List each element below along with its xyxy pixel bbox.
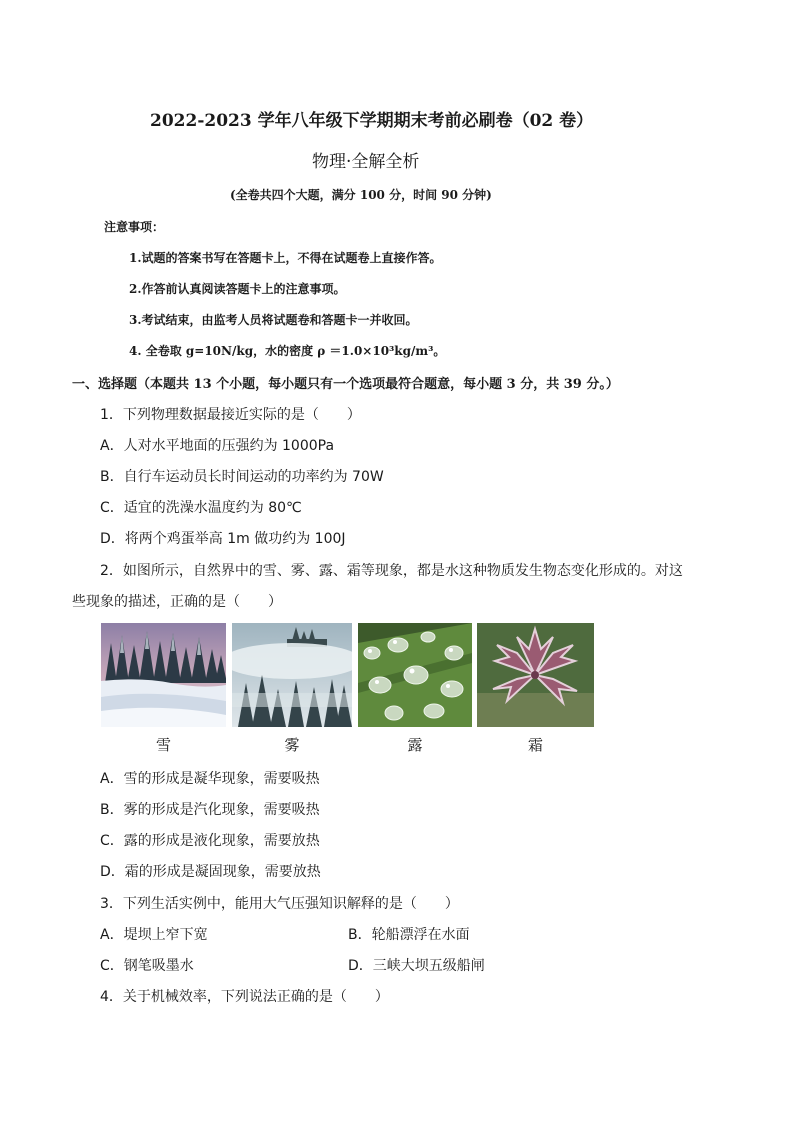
note-item: 3.考试结束，由监考人员将试题卷和答题卡一并收回。 (129, 313, 418, 327)
question-option: B．轮船漂浮在水面 (348, 927, 470, 943)
question-option: D．三峡大坝五级船闸 (348, 958, 485, 974)
question-stem: 4．关于机械效率，下列说法正确的是（ ） (100, 989, 389, 1005)
question-option: C．露的形成是液化现象，需要放热 (100, 833, 320, 849)
page-title: 2022-2023 学年八年级下学期期末考前必刷卷（02 卷） (150, 111, 594, 131)
frost-image (477, 623, 594, 727)
note-item: 2.作答前认真阅读答题卡上的注意事项。 (129, 282, 346, 296)
snow-image (101, 623, 226, 727)
exam-info: (全卷共四个大题，满分 100 分，时间 90 分钟) (230, 188, 492, 202)
question-stem: 3．下列生活实例中，能用大气压强知识解释的是（ ） (100, 896, 459, 912)
question-option: D．霜的形成是凝固现象，需要放热 (100, 864, 321, 880)
notes-heading: 注意事项： (104, 220, 165, 234)
page-subtitle: 物理·全解全析 (312, 152, 420, 172)
fog-image (232, 623, 352, 727)
question-option: C．钢笔吸墨水 (100, 958, 194, 974)
question-stem-continued: 些现象的描述，正确的是（ ） (72, 594, 282, 610)
question-option: A．雪的形成是凝华现象，需要吸热 (100, 771, 320, 787)
note-item: 4. 全卷取 g=10N/kg，水的密度 ρ ＝1.0×10³kg/m³。 (129, 344, 446, 358)
question-stem: 1．下列物理数据最接近实际的是（ ） (100, 407, 361, 423)
question-option: A．堤坝上窄下宽 (100, 927, 208, 943)
note-item: 1.试题的答案书写在答题卡上，不得在试题卷上直接作答。 (129, 251, 442, 265)
image-caption: 雪 (155, 736, 171, 754)
image-caption: 霜 (527, 736, 543, 754)
section-heading: 一、选择题（本题共 13 个小题，每小题只有一个选项最符合题意，每小题 3 分，共 39 分。） (72, 377, 619, 392)
image-caption: 雾 (284, 736, 300, 754)
question-option: D．将两个鸡蛋举高 1m 做功约为 100J (100, 531, 346, 547)
question-option: A．人对水平地面的压强约为 1000Pa (100, 438, 335, 454)
question-stem: 2．如图所示，自然界中的雪、雾、露、霜等现象，都是水这种物质发生物态变化形成的。对这 (100, 563, 683, 579)
question-option: B．雾的形成是汽化现象，需要吸热 (100, 802, 320, 818)
question-option: B．自行车运动员长时间运动的功率约为 70W (100, 469, 384, 485)
image-caption: 露 (407, 736, 423, 754)
dew-image (358, 623, 472, 727)
question-option: C．适宜的洗澡水温度约为 80℃ (100, 500, 302, 516)
